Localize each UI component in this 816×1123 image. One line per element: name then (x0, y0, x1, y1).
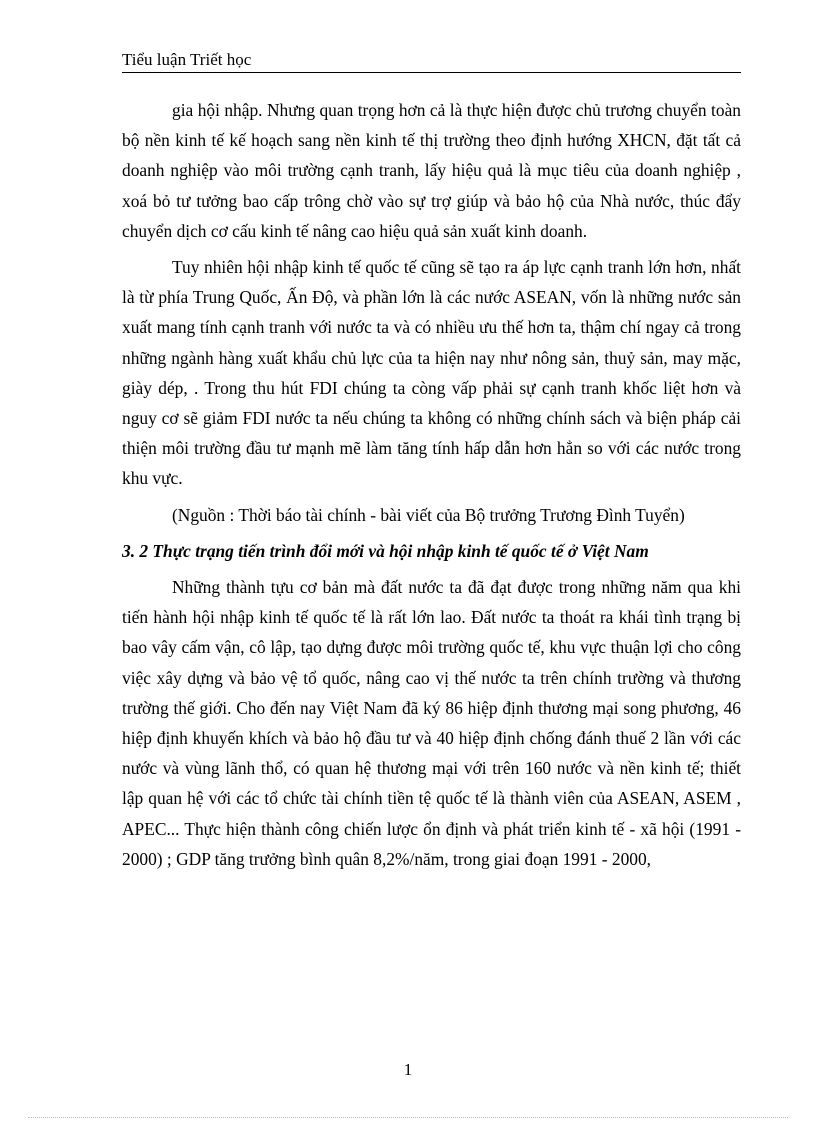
section-paragraph-1: Những thành tựu cơ bản mà đất nước ta đã đạt được trong những năm qua khi tiến hành hội nhập kinh tế quốc tế là rất lớn lao. Đất nước ta thoát ra khái tình trạng bị bao vây cấm vận, cô lập, tạo dựng được môi trường quốc tế, khu vực thuận lợi cho công việc xây dựng và bảo vệ tổ quốc, nâng cao vị thế nước ta trên chính trường và thương trường thế giới. Cho đến nay Việt Nam đã ký 86 hiệp định thương mại song phương, 46 hiệp định khuyến khích và bảo hộ đầu tư và 40 hiệp định chống đánh thuế 2 lần với các nước và vùng lãnh thổ, có quan hệ thương mại với trên 160 nước và nền kinh tế; thiết lập quan hệ với các tổ chức tài chính tiền tệ quốc tế là thành viên của ASEAN, ASEM , APEC... Thực hiện thành công chiến lược ổn định và phát triển kinh tế - xã hội (1991 - 2000) ; GDP tăng trưởng bình quân 8,2%/năm, trong giai đoạn 1991 - 2000, (122, 577, 741, 869)
page-number: 1 (403, 1060, 413, 1079)
header-title: Tiểu luận Triết học (122, 50, 252, 69)
source-citation: (Nguồn : Thời báo tài chính - bài viết của Bộ trưởng Trương Đình Tuyển) (172, 504, 685, 525)
document-body (122, 95, 741, 880)
paragraph-2: Tuy nhiên hội nhập kinh tế quốc tế cũng sẽ tạo ra áp lực cạnh tranh lớn hơn, nhất là từ phía Trung Quốc, Ấn Độ, và phần lớn là các nước ASEAN, vốn là những nước sản xuất mang tính cạnh tranh với nước ta và có nhiều ưu thế hơn ta, thậm chí ngay cả trong những ngành hàng xuất khẩu chủ lực của ta hiện nay như nông sản, thuỷ sản, may mặc, giày dép, . Trong thu hút FDI chúng ta còng vấp phải sự cạnh tranh khốc liệt hơn và nguy cơ sẽ giảm FDI nước ta nếu chúng ta không có những chính sách và biện pháp cải thiện môi trường đầu tư mạnh mẽ làm tăng tính hấp dẫn hơn hẳn so với các nước trong khu vực. (122, 257, 741, 489)
page-bottom-divider (28, 1117, 788, 1118)
section-heading: 3. 2 Thực trạng tiến trình đổi mới và hội nhập kinh tế quốc tế ở Việt Nam (122, 540, 649, 561)
paragraph-1: gia hội nhập. Nhưng quan trọng hơn cả là thực hiện được chủ trương chuyển toàn bộ nền kinh tế kế hoạch sang nền kinh tế thị trường theo định hướng XHCN, đặt tất cả doanh nghiệp vào môi trường cạnh tranh, lấy hiệu quả là mục tiêu của doanh nghiệp , xoá bỏ tư tưởng bao cấp trông chờ vào sự trợ giúp và bảo hộ của Nhà nước, thúc đẩy chuyển dịch cơ cấu kinh tế nâng cao hiệu quả sản xuất kinh doanh. (122, 100, 741, 241)
page-header (122, 50, 741, 73)
